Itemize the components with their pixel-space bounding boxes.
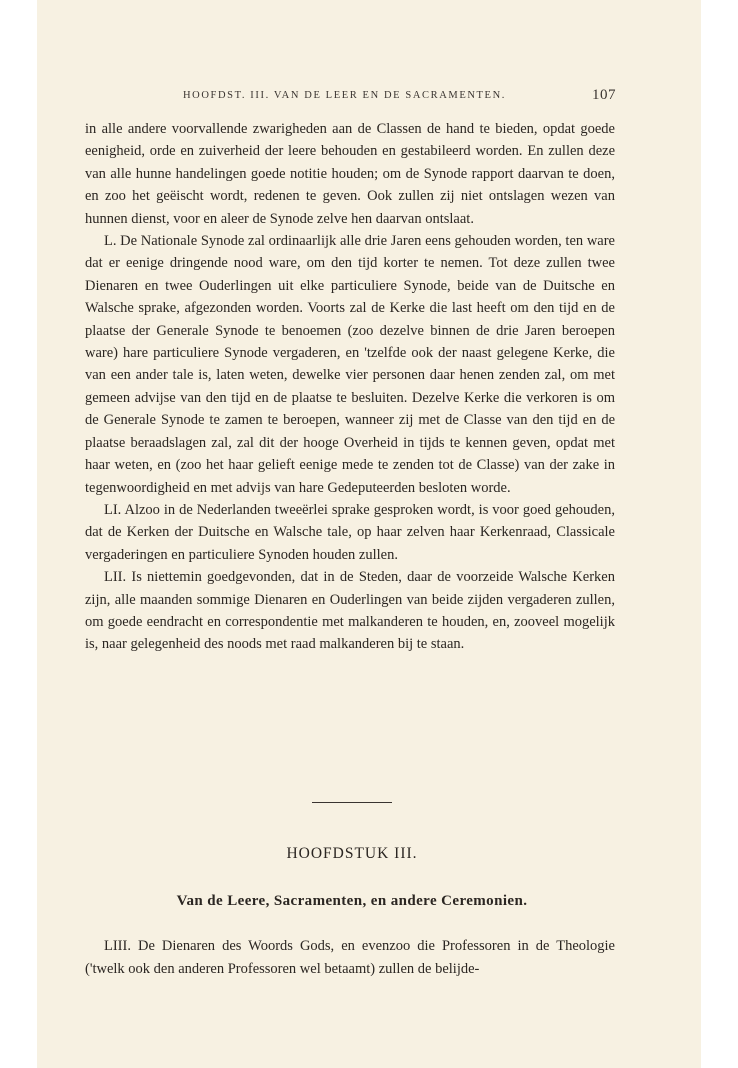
book-page: [37, 0, 701, 1068]
section-divider-rule: [312, 802, 392, 803]
running-head: [37, 88, 701, 108]
chapter-heading: HOOFDSTUK III.: [286, 845, 418, 862]
paragraph-continued: in alle andere voorvallende zwarigheden aan de Classen de hand te bieden, opdat goede eenigheid, orde en zuiverheid der leere behouden en gestabileerd worden. En zullen deze van alle hunne handelingen goede notitie houden; om de Synode rapport daarvan te doen, en zoo het geëischt wordt, redenen te geven. Ook zullen zij niet ontslagen wezen van hunnen dienst, voor en aleer de Synode zelve hen daarvan ontslaat.: [85, 121, 615, 227]
paragraph-article-liii: LIII. De Dienaren des Woords Gods, en evenzoo die Professoren in de Theologie ('twelk ook den anderen Professoren wel betaamt) zullen de belijde-: [85, 938, 615, 977]
paragraph-article-lii: LII. Is niettemin goedgevonden, dat in de Steden, daar de voorzeide Walsche Kerken zijn, alle maanden sommige Dienaren en Ouderlingen van beide zijden vergaderen zullen, om goede eendracht en correspondentie met malkanderen te houden, en, zooveel mogelijk is, naar gelegenheid des noods met raad malkanderen bij te staan.: [85, 569, 615, 653]
running-title: HOOFDST. III. VAN DE LEER EN DE SACRAMENTEN.: [183, 90, 506, 101]
chapter-subtitle: Van de Leere, Sacramenten, en andere Ceremonien.: [176, 893, 528, 909]
paragraph-article-l: L. De Nationale Synode zal ordinaarlijk alle drie Jaren eens gehouden worden, ten ware dat er eenige dringende nood ware, om den tijd korter te nemen. Tot deze zullen twee Dienaren en twee Ouderlingen uit elke particuliere Synode, beide van de Duitsche en Walsche sprake, afgezonden worden. Voorts zal de Kerke die last heeft om den tijd en de plaatse der Generale Synode te benoemen (zoo dezelve binnen de drie Jaren beroepen ware) hare particuliere Synode vergaderen, en 'tzelfde ook der naast gelegene Kerke, die van een ander tale is, laten weten, dewelke vier personen daar henen zenden zal, om met gemeen advijse van den tijd en de plaatse te besluiten. Dezelve Kerke die verkoren is om de Generale Synode te zamen te beroepen, wanneer zij met de Classe van den tijd en de plaatse beraadslagen zal, zal dit der hooge Overheid in tijds te kennen geven, opdat met haar weten, en (zoo het haar gelieft eenige mede te zenden tot de Classe) van der zake in tegenwoordigheid en met advijs van hare Gedeputeerden besloten worde.: [85, 233, 615, 496]
body-text: [85, 118, 615, 656]
page-number: 107: [592, 87, 616, 103]
paragraph-article-li: LI. Alzoo in de Nederlanden tweeërlei sprake gesproken wordt, is voor goed gehouden, dat de Kerken der Duitsche en Walsche tale, op haar zelven haar Kerkenraad, Classicale vergaderingen en particuliere Synoden houden zullen.: [85, 501, 615, 563]
chapter-body-text: [85, 935, 615, 981]
